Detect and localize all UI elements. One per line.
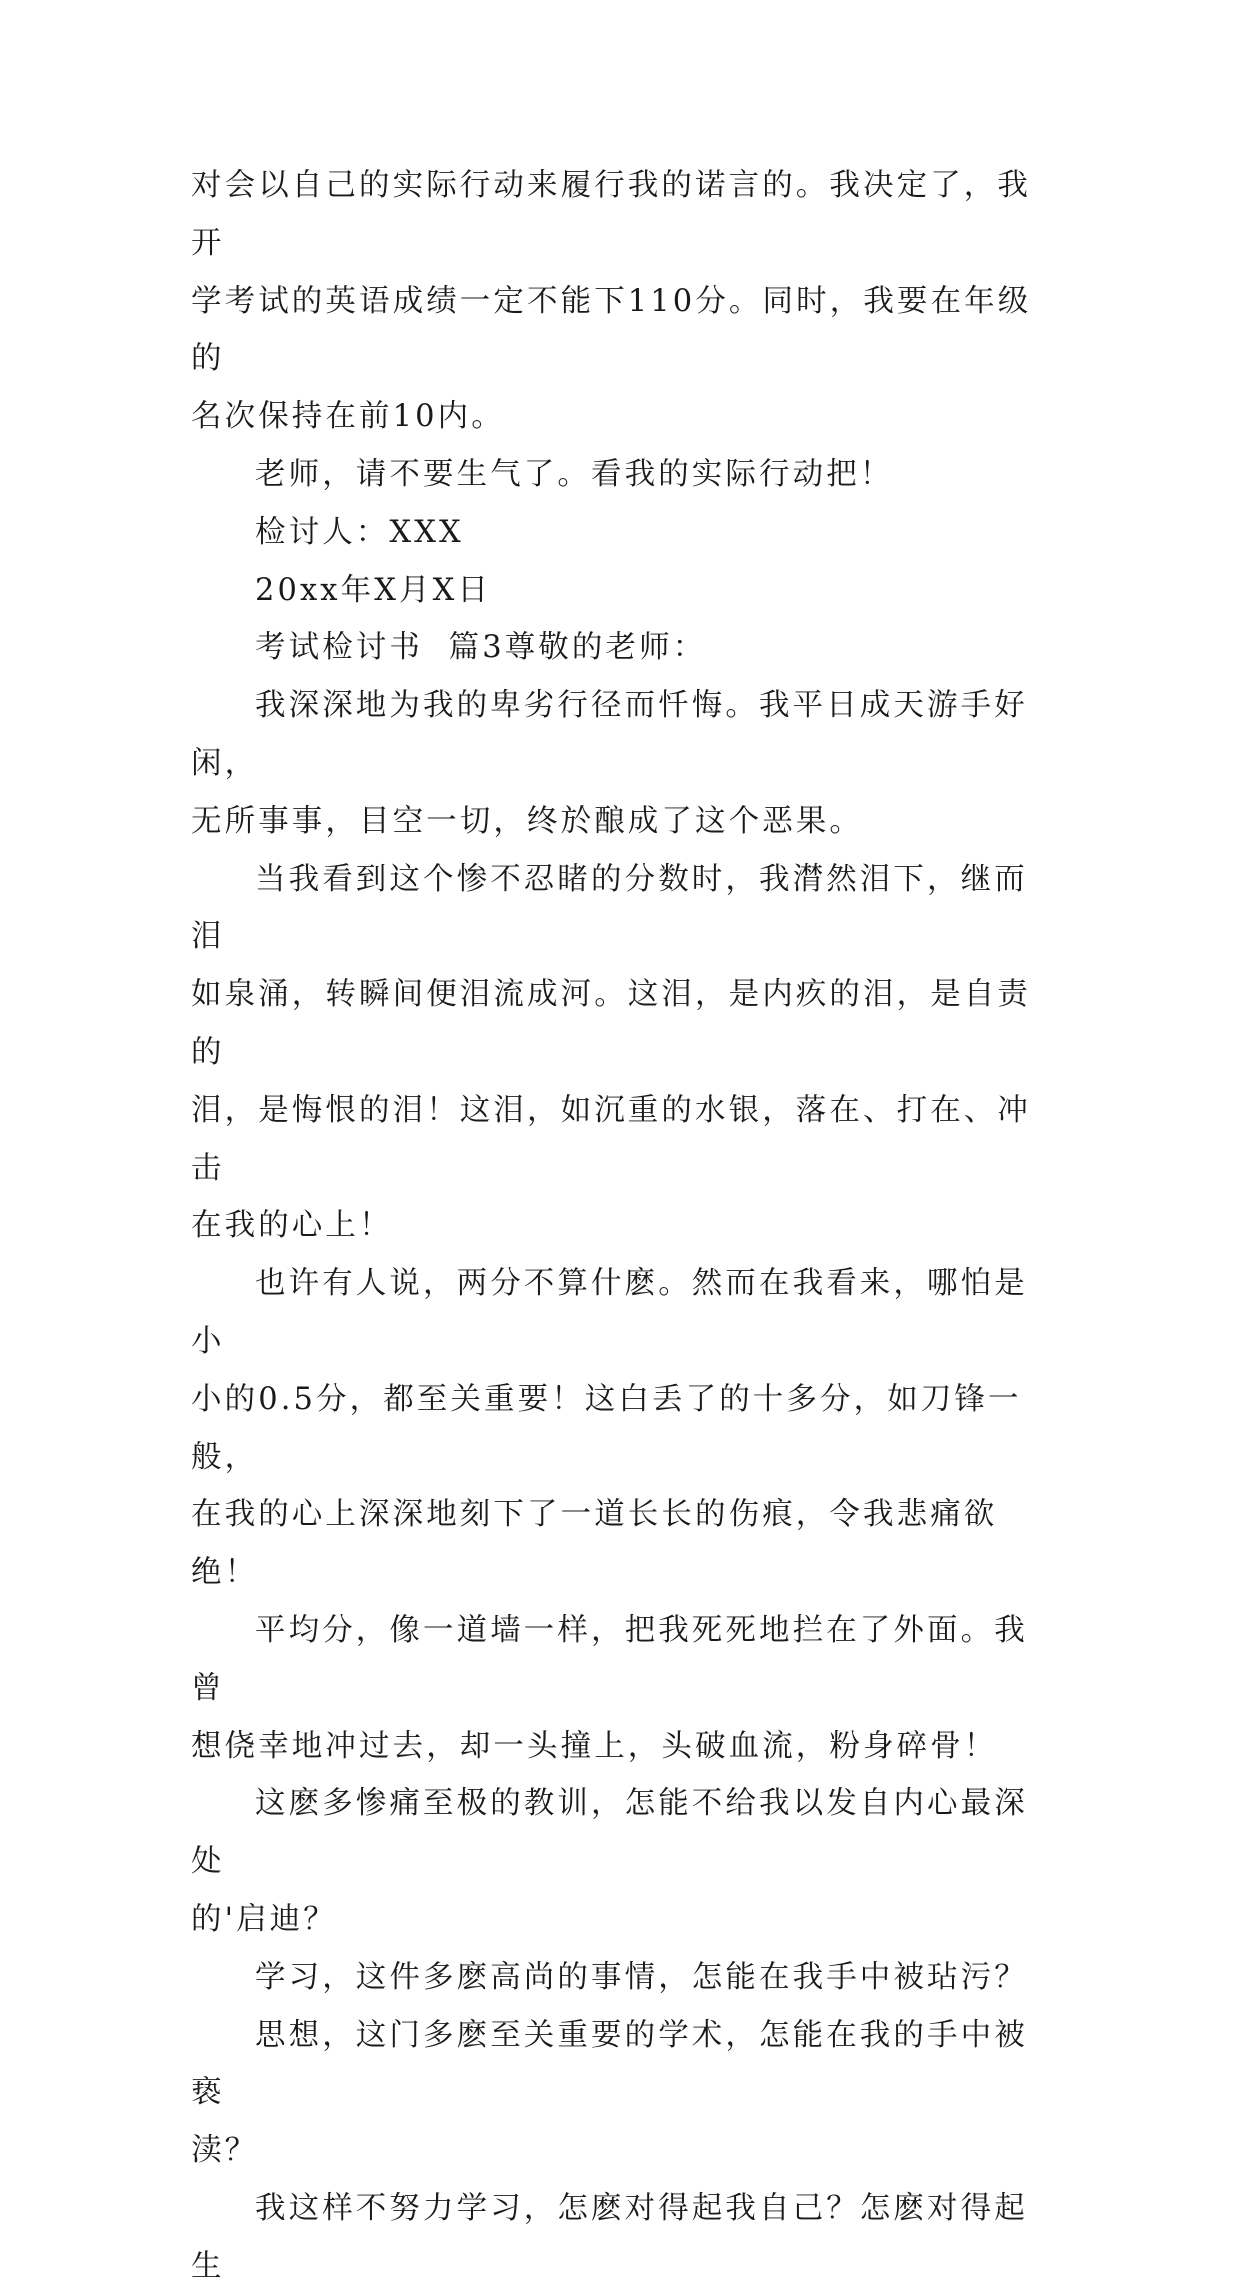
paragraph-8: 也许有人说，两分不算什麽。然而在我看来，哪怕是小 小的0.5分，都至关重要！这白丢了的十多分，如刀锋一般， 在我的心上深深地刻下了一道长长的伤痕，令我悲痛欲绝！ [191, 1266, 1028, 1591]
paragraph-1: 对会以自己的实际行动来履行我的诺言的。我决定了，我开 学考试的英语成绩一定不能下110分。同时，我要在年级的 名次保持在前10内。 [191, 168, 1032, 435]
paragraph-11: 学习，这件多麽高尚的事情，怎能在我手中被玷污？ [255, 1959, 1028, 1995]
paragraph-2: 老师，请不要生气了。看我的实际行动把！ [255, 456, 894, 492]
section-heading: 考试检讨书 篇3尊敬的老师： [255, 630, 707, 666]
paragraph-12: 思想，这门多麽至关重要的学术，怎能在我的手中被亵 渎？ [191, 2017, 1028, 2169]
paragraph-6: 我深深地为我的卑劣行径而忏悔。我平日成天游手好闲， 无所事事，目空一切，终於酿成了这个恶果。 [191, 688, 1028, 839]
document-body [191, 157, 1061, 2295]
paragraph-7: 当我看到这个惨不忍睹的分数时，我潸然泪下，继而泪 如泉涌，转瞬间便泪流成河。这泪，是内疚的泪，是自责的 泪，是悔恨的泪！这泪，如沉重的水银，落在、打在、冲击 在我的心上！ [191, 861, 1031, 1244]
paragraph-9: 平均分，像一道墙一样，把我死死地拦在了外面。我曾 想侥幸地冲过去，却一头撞上，头破血流，粉身碎骨！ [191, 1612, 1028, 1764]
paragraph-10: 这麽多惨痛至极的教训，怎能不给我以发自内心最深处 的'启迪？ [191, 1786, 1028, 1937]
reviewer-line: 检讨人：XXX [255, 514, 464, 550]
date-line: 20xx年X月X日 [255, 572, 492, 608]
paragraph-13: 我这样不努力学习，怎麽对得起我自己？怎麽对得起生 [191, 2190, 1028, 2284]
